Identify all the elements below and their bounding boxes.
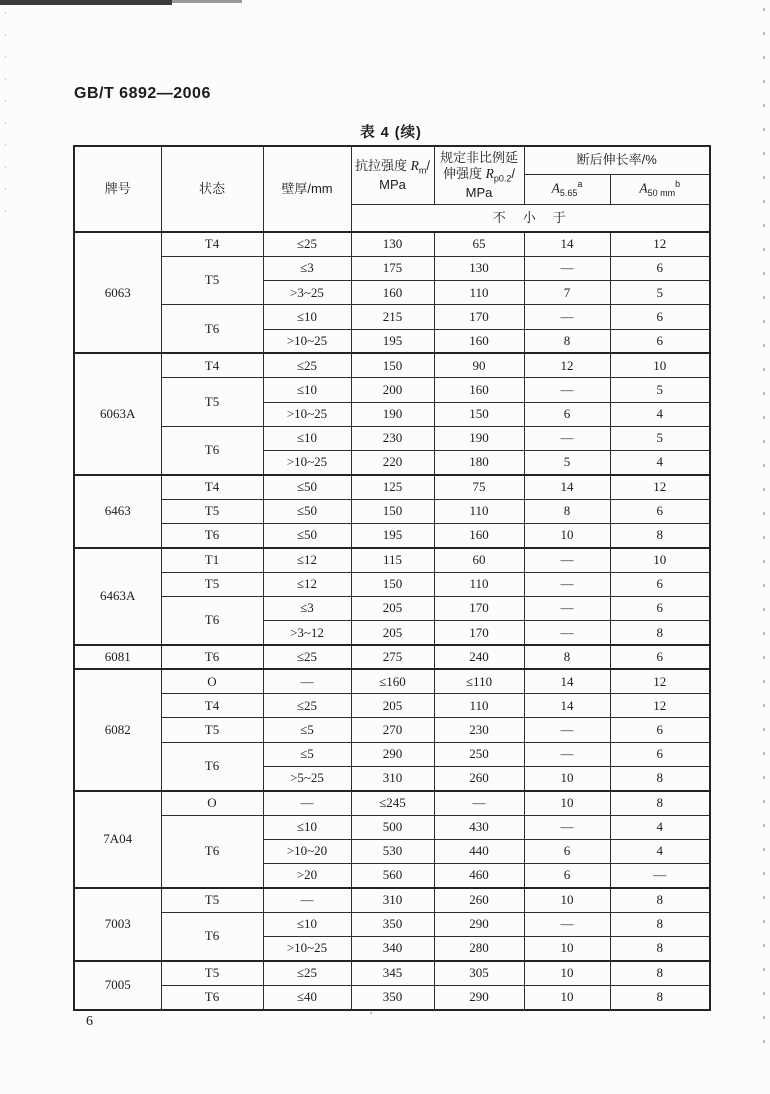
rm-cell: ≤245 [351,791,434,815]
rp-cell: 75 [434,475,524,499]
rp-cell: 290 [434,912,524,936]
rp-cell: 305 [434,961,524,985]
a565-cell: 12 [524,353,610,377]
a565-cell: 8 [524,645,610,669]
thickness-cell: >10~25 [263,402,351,426]
temper-cell: T5 [161,572,263,596]
thickness-cell: ≤3 [263,256,351,280]
scan-artifact [5,12,6,222]
rm-cell: 560 [351,864,434,888]
a565-cell: — [524,621,610,645]
a50-cell: 10 [610,353,710,377]
tensile-unit: MPa [379,176,406,192]
a50-cell: 6 [610,329,710,353]
temper-cell: T6 [161,815,263,888]
a50-cell: 8 [610,524,710,548]
thickness-cell: ≤3 [263,596,351,620]
rm-cell: 150 [351,572,434,596]
table-row [74,378,710,402]
tensile-subscript: m [418,165,427,176]
rm-cell: 275 [351,645,434,669]
rm-cell: 215 [351,305,434,329]
a50-cell: 6 [610,572,710,596]
rp-cell: ≤110 [434,669,524,693]
table-row [74,645,710,669]
rp-cell: 190 [434,426,524,450]
table-row [74,718,710,742]
rp-cell: 290 [434,985,524,1009]
a565-cell: — [524,378,610,402]
a50-cell: 8 [610,961,710,985]
rm-cell: 205 [351,621,434,645]
a50-cell: 6 [610,645,710,669]
a565-symbol: A [551,180,560,196]
a50-cell: 4 [610,402,710,426]
rm-cell: ≤160 [351,669,434,693]
rp-cell: 160 [434,524,524,548]
a565-cell: 6 [524,864,610,888]
rp-cell: 90 [434,353,524,377]
a565-subscript: 5.65 [559,187,578,198]
proof-symbol: R [485,165,494,181]
a565-cell: — [524,305,610,329]
rp-cell: 110 [434,499,524,523]
rp-cell: 130 [434,256,524,280]
grade-cell: 6463 [74,475,161,548]
rm-cell: 530 [351,839,434,863]
temper-cell: T5 [161,961,263,985]
a565-cell: 14 [524,232,610,256]
rm-cell: 200 [351,378,434,402]
rp-cell: 170 [434,596,524,620]
rm-cell: 345 [351,961,434,985]
rm-cell: 230 [351,426,434,450]
rp-cell: 65 [434,232,524,256]
a565-cell: 10 [524,985,610,1009]
rp-cell: 150 [434,402,524,426]
rp-cell: 110 [434,281,524,305]
temper-cell: T5 [161,718,263,742]
a565-cell: — [524,718,610,742]
col-header-proof [434,146,524,204]
a565-cell: — [524,596,610,620]
rm-cell: 310 [351,888,434,912]
temper-cell: O [161,791,263,815]
rm-cell: 500 [351,815,434,839]
scan-artifact [763,8,765,1048]
scan-artifact [172,0,242,3]
a50-cell: 6 [610,742,710,766]
table-row [74,742,710,766]
thickness-cell: — [263,791,351,815]
rp-cell: 170 [434,305,524,329]
a50-cell: 12 [610,475,710,499]
table-row [74,475,710,499]
a50-cell: 5 [610,281,710,305]
a50-subscript: 50 mm [647,187,676,198]
rp-cell: 260 [434,888,524,912]
rm-cell: 220 [351,451,434,475]
rp-cell: 280 [434,937,524,961]
tensile-symbol: R [410,157,419,173]
thickness-cell: >3~12 [263,621,351,645]
temper-cell: T5 [161,499,263,523]
rm-cell: 195 [351,329,434,353]
rm-cell: 350 [351,985,434,1009]
thickness-cell: ≤10 [263,912,351,936]
rp-cell: 170 [434,621,524,645]
rm-cell: 310 [351,767,434,791]
rm-cell: 150 [351,353,434,377]
rm-cell: 175 [351,256,434,280]
proof-unit: MPa [465,184,493,200]
table-title: 表 4 (续) [360,125,422,141]
a50-cell: 5 [610,426,710,450]
rp-cell: 460 [434,864,524,888]
thickness-cell: — [263,669,351,693]
col-header-a565 [524,174,610,204]
thickness-cell: ≤10 [263,305,351,329]
table-row [74,572,710,596]
temper-cell: T1 [161,548,263,572]
rm-cell: 340 [351,937,434,961]
a50-cell: 6 [610,499,710,523]
a565-cell: — [524,572,610,596]
a565-cell: 6 [524,839,610,863]
a50-cell: 12 [610,694,710,718]
a565-cell: — [524,815,610,839]
thickness-cell: — [263,888,351,912]
rp-cell: 60 [434,548,524,572]
a50-cell: 8 [610,767,710,791]
table-row [74,791,710,815]
rp-cell: 260 [434,767,524,791]
rp-cell: — [434,791,524,815]
proof-line1: 规定非比例延 [439,149,518,165]
temper-cell: T5 [161,256,263,305]
a50-cell: 4 [610,839,710,863]
table-row [74,305,710,329]
doc-code: GB/T 6892—2006 [74,85,211,102]
thickness-cell: ≤25 [263,232,351,256]
a565-cell: 10 [524,937,610,961]
a565-cell: 14 [524,669,610,693]
table-row [74,912,710,936]
rp-cell: 180 [434,451,524,475]
table-row [74,985,710,1009]
temper-cell: T6 [161,426,263,475]
table-row [74,596,710,620]
temper-cell: T6 [161,596,263,645]
proof-subscript: p0.2 [493,173,512,184]
temper-cell: T4 [161,694,263,718]
col-header-thickness: 壁厚/mm [263,146,351,232]
rp-cell: 160 [434,378,524,402]
table-row [74,426,710,450]
a50-cell: 6 [610,256,710,280]
temper-cell: T6 [161,645,263,669]
rp-cell: 240 [434,645,524,669]
a50-cell: 8 [610,985,710,1009]
col-header-a50mm [610,174,710,204]
a565-cell: 10 [524,961,610,985]
a565-cell: 8 [524,499,610,523]
proof-label: 伸强度 [442,165,486,181]
grade-cell: 7003 [74,888,161,961]
table-row [74,669,710,693]
scan-artifact [370,1012,372,1014]
a565-cell: 10 [524,791,610,815]
thickness-cell: >10~20 [263,839,351,863]
a50-cell: 6 [610,718,710,742]
a565-cell: 10 [524,524,610,548]
rm-cell: 205 [351,694,434,718]
thickness-cell: ≤25 [263,694,351,718]
rm-cell: 115 [351,548,434,572]
page-number: 6 [86,1014,93,1029]
col-header-temper: 状态 [161,146,263,232]
a50-cell: 8 [610,888,710,912]
table-row [74,694,710,718]
a565-cell: 7 [524,281,610,305]
rp-cell: 110 [434,572,524,596]
thickness-cell: ≤50 [263,499,351,523]
a565-cell: 14 [524,694,610,718]
a50-cell: 4 [610,451,710,475]
temper-cell: T5 [161,378,263,427]
table-row [74,353,710,377]
table-row [74,499,710,523]
grade-cell: 6063 [74,232,161,353]
thickness-cell: >10~25 [263,937,351,961]
thickness-cell: ≤5 [263,718,351,742]
grade-cell: 6063A [74,353,161,474]
a565-cell: 5 [524,451,610,475]
rp-cell: 230 [434,718,524,742]
a50-cell: 4 [610,815,710,839]
a565-cell: — [524,742,610,766]
temper-cell: T6 [161,524,263,548]
a50-symbol: A [639,180,648,196]
thickness-cell: >3~25 [263,281,351,305]
rm-cell: 190 [351,402,434,426]
col-header-elongation: 断后伸长率/% [524,146,710,174]
a565-cell: 10 [524,767,610,791]
rp-cell: 430 [434,815,524,839]
thickness-cell: ≤10 [263,378,351,402]
a50-cell: 5 [610,378,710,402]
table-row [74,815,710,839]
temper-cell: O [161,669,263,693]
thickness-cell: >20 [263,864,351,888]
thickness-cell: ≤12 [263,548,351,572]
temper-cell: T6 [161,742,263,791]
a50-cell: 6 [610,305,710,329]
grade-cell: 7A04 [74,791,161,888]
a50-cell: 8 [610,937,710,961]
thickness-cell: >10~25 [263,329,351,353]
grade-cell: 6082 [74,669,161,790]
a50-superscript: b [675,178,681,189]
rp-cell: 160 [434,329,524,353]
a50-cell: 10 [610,548,710,572]
temper-cell: T4 [161,353,263,377]
header-row [74,146,710,174]
rm-cell: 350 [351,912,434,936]
temper-cell: T6 [161,985,263,1009]
a50-cell: 8 [610,791,710,815]
thickness-cell: ≤12 [263,572,351,596]
table-row [74,961,710,985]
a50-cell: 12 [610,232,710,256]
rm-cell: 270 [351,718,434,742]
rm-cell: 195 [351,524,434,548]
grade-cell: 7005 [74,961,161,1010]
rm-cell: 160 [351,281,434,305]
table-row [74,256,710,280]
thickness-cell: ≤50 [263,475,351,499]
rp-cell: 250 [434,742,524,766]
thickness-cell: >5~25 [263,767,351,791]
tensile-slash: / [426,157,430,173]
rp-cell: 110 [434,694,524,718]
a565-cell: — [524,912,610,936]
table-row [74,232,710,256]
not-less-than-label: 不 小 于 [351,204,710,232]
grade-cell: 6081 [74,645,161,669]
thickness-cell: ≤10 [263,426,351,450]
a50-cell: 8 [610,912,710,936]
rm-cell: 150 [351,499,434,523]
rp-cell: 440 [434,839,524,863]
table-row [74,888,710,912]
a565-cell: — [524,548,610,572]
spec-table [73,145,711,1011]
thickness-cell: ≤25 [263,645,351,669]
rm-cell: 205 [351,596,434,620]
thickness-cell: ≤10 [263,815,351,839]
temper-cell: T4 [161,475,263,499]
thickness-cell: ≤40 [263,985,351,1009]
thickness-cell: ≤5 [263,742,351,766]
rm-cell: 290 [351,742,434,766]
a50-cell: 6 [610,596,710,620]
tensile-label: 抗拉强度 [355,157,411,173]
scan-artifact [0,0,172,5]
a50-cell: — [610,864,710,888]
a50-cell: 8 [610,621,710,645]
proof-slash: / [511,165,516,181]
temper-cell: T4 [161,232,263,256]
temper-cell: T6 [161,305,263,354]
col-header-grade: 牌号 [74,146,161,232]
table-row [74,524,710,548]
a565-cell: — [524,256,610,280]
a565-cell: 10 [524,888,610,912]
thickness-cell: ≤50 [263,524,351,548]
a565-cell: 8 [524,329,610,353]
a50-cell: 12 [610,669,710,693]
thickness-cell: ≤25 [263,961,351,985]
rm-cell: 130 [351,232,434,256]
thickness-cell: >10~25 [263,451,351,475]
thickness-cell: ≤25 [263,353,351,377]
table-row [74,548,710,572]
temper-cell: T5 [161,888,263,912]
a565-superscript: a [577,178,583,189]
a565-cell: 14 [524,475,610,499]
temper-cell: T6 [161,912,263,961]
a565-cell: — [524,426,610,450]
grade-cell: 6463A [74,548,161,645]
col-header-tensile [351,146,434,204]
a565-cell: 6 [524,402,610,426]
rm-cell: 125 [351,475,434,499]
